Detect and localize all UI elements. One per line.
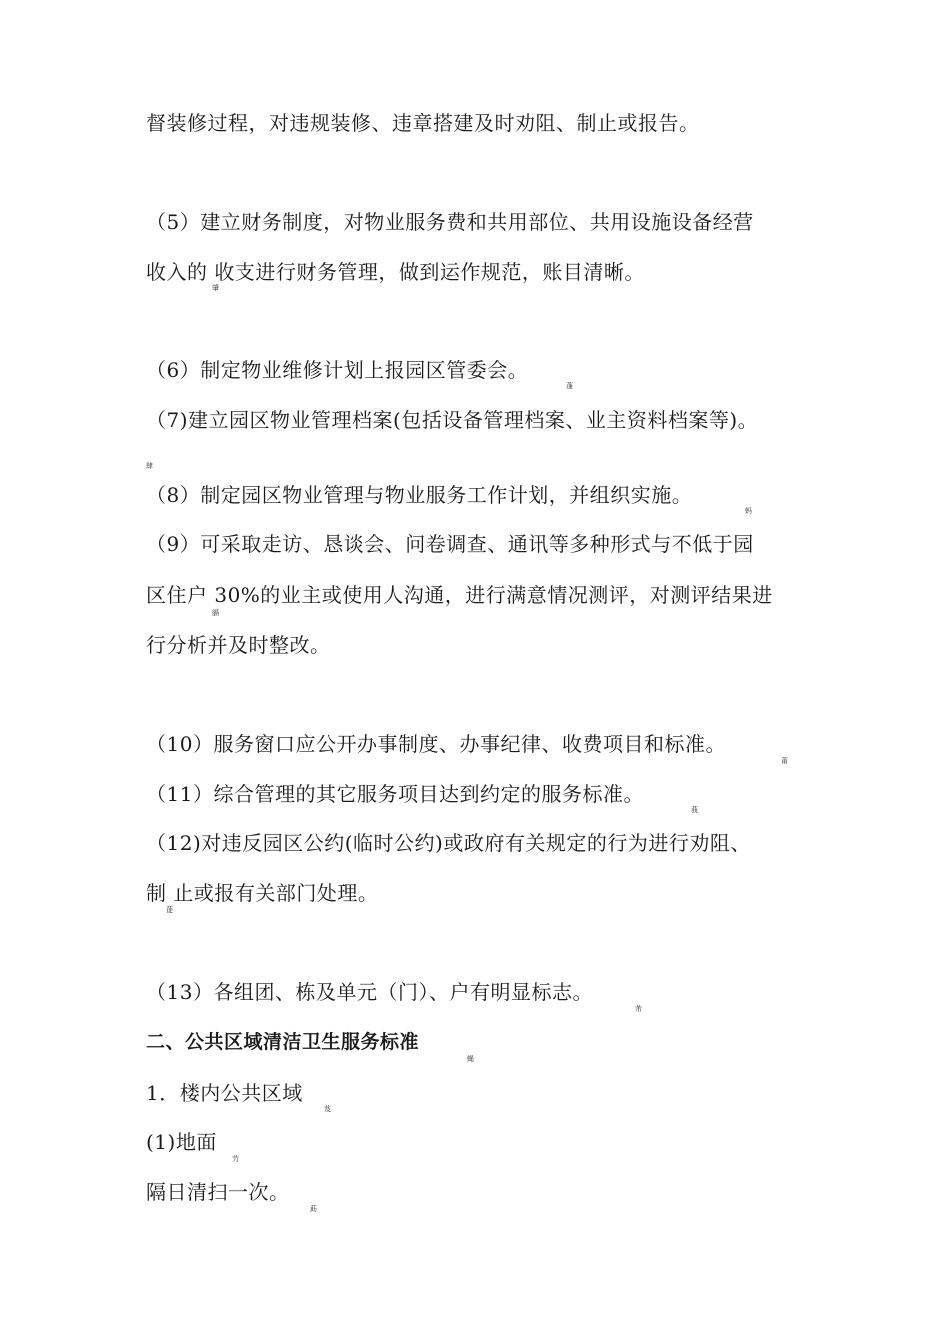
text-line-3: 收入的 收支进行财务管理，做到运作规范，账目清晰。 xyxy=(146,260,645,284)
watermark-glyph: 肇 xyxy=(212,284,219,292)
watermark-glyph: 膈 xyxy=(212,609,219,617)
text-line-7: （9）可采取走访、恳谈会、问卷调查、通讯等多种形式与不低于园 xyxy=(146,532,754,556)
text-line-1: 督装修过程，对违规装修、违章搭建及时劝阻、制止或报告。 xyxy=(146,111,700,135)
text-line-12: （12)对违反园区公约(临时公约)或政府有关规定的行为进行劝阻、 xyxy=(146,831,751,855)
text-line-8: 区住户 30%的业主或使用人沟通，进行满意情况测评，对测评结果进 xyxy=(146,583,773,607)
watermark-glyph: 芀 xyxy=(232,1155,239,1163)
text-line-4: （6）制定物业维修计划上报园区管委会。 xyxy=(146,358,529,382)
text-line-6: （8）制定园区物业管理与物业服务工作计划，并组织实施。 xyxy=(146,483,693,507)
item-heading: (1)地面 xyxy=(146,1130,217,1154)
watermark-glyph: 芾 xyxy=(635,1005,642,1013)
subsection-heading: 1．楼内公共区域 xyxy=(146,1081,303,1105)
text-line-18: 隔日清扫一次。 xyxy=(146,1180,290,1204)
watermark-glyph: 莆 xyxy=(781,757,788,765)
watermark-glyph: 蓬 xyxy=(566,382,573,390)
watermark-glyph: 蓰 xyxy=(166,906,173,914)
watermark-glyph: 蝇 xyxy=(467,1055,474,1063)
watermark-glyph: 芨 xyxy=(324,1105,331,1113)
text-line-5: （7)建立园区物业管理档案(包括设备管理档案、业主资料档案等)。 xyxy=(146,408,759,432)
watermark-glyph: 肆 xyxy=(146,462,153,470)
text-line-11: （11）综合管理的其它服务项目达到约定的服务标准。 xyxy=(146,782,644,806)
section-heading: 二、公共区域清洁卫生服务标准 xyxy=(146,1031,420,1053)
text-line-10: （10）服务窗口应公开办事制度、办事纪律、收费项目和标准。 xyxy=(146,732,726,756)
watermark-glyph: 蚂 xyxy=(745,507,752,515)
text-line-13: 制 止或报有关部门处理。 xyxy=(146,881,379,905)
text-line-9: 行分析并及时整改。 xyxy=(146,633,331,657)
text-line-2: （5）建立财务制度，对物业服务费和共用部位、共用设施设备经营 xyxy=(146,210,754,234)
watermark-glyph: 莪 xyxy=(691,806,698,814)
watermark-glyph: 莇 xyxy=(310,1205,317,1213)
text-line-14: （13）各组团、栋及单元（门）、户有明显标志。 xyxy=(146,980,593,1004)
